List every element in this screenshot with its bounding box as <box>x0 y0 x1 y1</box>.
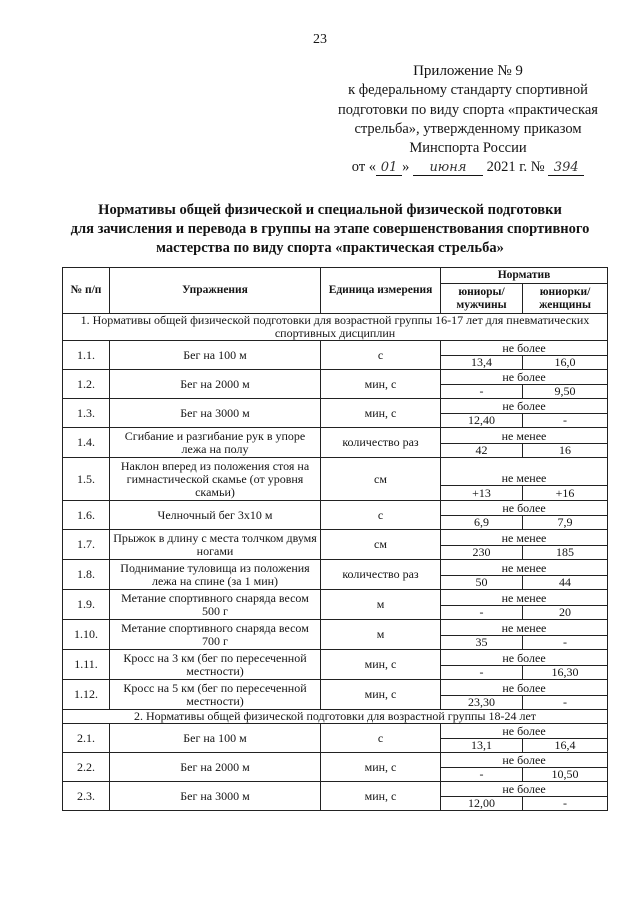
row-exercise: Поднимание туловища из положения лежа на спине (за 1 мин) <box>110 560 321 590</box>
table-row <box>63 428 608 444</box>
row-unit: количество раз <box>321 560 441 590</box>
table-row <box>63 620 608 636</box>
row-exercise: Метание спортивного снаряда весом 700 г <box>110 620 321 650</box>
header-norm: Норматив <box>441 268 608 284</box>
header-male: юниоры/ мужчины <box>441 284 523 314</box>
appendix-block <box>318 62 618 178</box>
row-number: 1.11. <box>63 650 110 680</box>
table-row <box>63 753 608 768</box>
row-exercise: Метание спортивного снаряда весом 500 г <box>110 590 321 620</box>
row-exercise: Наклон вперед из положения стоя на гимнастической скамье (от уровня скамьи) <box>110 458 321 501</box>
row-unit: с <box>321 501 441 530</box>
page-number: 23 <box>313 32 327 47</box>
value-male: 13,1 <box>441 739 523 753</box>
table-row <box>63 560 608 576</box>
table-row <box>63 680 608 696</box>
row-number: 1.3. <box>63 399 110 428</box>
section-row <box>63 314 608 341</box>
row-number: 1.7. <box>63 530 110 560</box>
value-male: 6,9 <box>441 516 523 530</box>
section-title: 1. Нормативы общей физической подготовки для возрастной группы 16-17 лет для пневматических спортивных дисциплин <box>63 314 608 341</box>
table-row <box>63 530 608 546</box>
row-qualifier: не более <box>441 650 608 666</box>
row-qualifier: не более <box>441 341 608 356</box>
appendix-line: стрельба», утвержденному приказом <box>354 120 582 137</box>
value-male: 13,4 <box>441 356 523 370</box>
row-number: 1.2. <box>63 370 110 399</box>
row-exercise: Кросс на 3 км (бег по пересеченной местности) <box>110 650 321 680</box>
appendix-title: Приложение № 9 <box>413 63 523 79</box>
row-qualifier: не более <box>441 724 608 739</box>
row-qualifier: не менее <box>441 428 608 444</box>
value-male: - <box>441 768 523 782</box>
row-number: 1.4. <box>63 428 110 458</box>
row-qualifier: не менее <box>441 560 608 576</box>
row-unit: мин, с <box>321 680 441 710</box>
row-unit: мин, с <box>321 399 441 428</box>
row-unit: мин, с <box>321 650 441 680</box>
header-exercise: Упражнения <box>110 268 321 314</box>
value-male: +13 <box>441 486 523 501</box>
value-female: 10,50 <box>523 768 608 782</box>
row-qualifier: не более <box>441 370 608 385</box>
table-row <box>63 458 608 486</box>
value-male: - <box>441 666 523 680</box>
document-title <box>40 201 620 258</box>
row-exercise: Челночный бег 3х10 м <box>110 501 321 530</box>
header-unit: Единица измерения <box>321 268 441 314</box>
table-row <box>63 724 608 739</box>
value-female: 44 <box>523 576 608 590</box>
appendix-line: Минспорта России <box>409 140 527 157</box>
value-male: 12,00 <box>441 797 523 811</box>
table-header-row <box>63 268 608 284</box>
value-female: - <box>523 636 608 650</box>
value-male: 42 <box>441 444 523 458</box>
value-female: 16,30 <box>523 666 608 680</box>
row-unit: мин, с <box>321 782 441 811</box>
row-unit: см <box>321 458 441 501</box>
table-row <box>63 650 608 666</box>
order-number: 394 <box>548 161 584 176</box>
row-qualifier: не менее <box>441 530 608 546</box>
section-title: 2. Нормативы общей физической подготовки для возрастной группы 18-24 лет <box>63 710 608 724</box>
row-number: 1.5. <box>63 458 110 501</box>
row-unit: м <box>321 590 441 620</box>
table-row <box>63 341 608 356</box>
row-number: 1.6. <box>63 501 110 530</box>
row-number: 2.1. <box>63 724 110 753</box>
value-male: 12,40 <box>441 414 523 428</box>
date-prefix: от « <box>351 159 377 176</box>
value-male: 230 <box>441 546 523 560</box>
header-num: № п/п <box>63 268 110 314</box>
value-female: 20 <box>523 606 608 620</box>
value-female: 185 <box>523 546 608 560</box>
row-qualifier: не более <box>441 680 608 696</box>
table-row <box>63 590 608 606</box>
value-female: +16 <box>523 486 608 501</box>
value-female: - <box>523 797 608 811</box>
row-unit: мин, с <box>321 370 441 399</box>
row-exercise: Сгибание и разгибание рук в упоре лежа на полу <box>110 428 321 458</box>
row-number: 1.1. <box>63 341 110 370</box>
row-unit: см <box>321 530 441 560</box>
value-female: 16,4 <box>523 739 608 753</box>
row-exercise: Прыжок в длину с места толчком двумя ногами <box>110 530 321 560</box>
appendix-line: подготовки по виду спорта «практическая <box>338 101 598 118</box>
row-number: 1.8. <box>63 560 110 590</box>
row-qualifier: не более <box>441 782 608 797</box>
row-exercise: Бег на 2000 м <box>110 753 321 782</box>
title-line: Нормативы общей физической и специальной физической подготовки <box>98 202 562 218</box>
row-qualifier: не более <box>441 399 608 414</box>
row-unit: с <box>321 341 441 370</box>
row-exercise: Кросс на 5 км (бег по пересеченной местности) <box>110 680 321 710</box>
row-number: 1.9. <box>63 590 110 620</box>
row-qualifier: не более <box>441 501 608 516</box>
row-qualifier: не более <box>441 753 608 768</box>
value-male: 23,30 <box>441 696 523 710</box>
table-row <box>63 370 608 385</box>
title-line: для зачисления и перевода в группы на этапе совершенствования спортивного <box>70 221 590 237</box>
row-qualifier: не менее <box>441 620 608 636</box>
row-number: 2.2. <box>63 753 110 782</box>
value-male: 50 <box>441 576 523 590</box>
norms-table <box>62 267 608 811</box>
date-year: 2021 г. № <box>486 159 545 176</box>
value-female: 16 <box>523 444 608 458</box>
value-male: 35 <box>441 636 523 650</box>
date-month: июня <box>413 161 483 176</box>
appendix-date-line <box>318 158 618 177</box>
appendix-line: к федеральному стандарту спортивной <box>348 82 588 99</box>
row-number: 1.10. <box>63 620 110 650</box>
header-female: юниорки/ женщины <box>523 284 608 314</box>
section-row <box>63 710 608 724</box>
row-unit: мин, с <box>321 753 441 782</box>
table-row <box>63 782 608 797</box>
row-qualifier: не менее <box>441 458 608 486</box>
value-male: - <box>441 606 523 620</box>
row-exercise: Бег на 3000 м <box>110 782 321 811</box>
value-male: - <box>441 385 523 399</box>
row-qualifier: не менее <box>441 590 608 606</box>
row-exercise: Бег на 2000 м <box>110 370 321 399</box>
row-exercise: Бег на 100 м <box>110 341 321 370</box>
title-line: мастерства по виду спорта «практическая стрельба» <box>156 240 504 256</box>
value-female: 16,0 <box>523 356 608 370</box>
row-unit: количество раз <box>321 428 441 458</box>
row-unit: с <box>321 724 441 753</box>
date-mid: » <box>402 159 410 176</box>
value-female: 9,50 <box>523 385 608 399</box>
value-female: - <box>523 414 608 428</box>
value-female: - <box>523 696 608 710</box>
table-row <box>63 501 608 516</box>
row-number: 1.12. <box>63 680 110 710</box>
table-row <box>63 399 608 414</box>
date-day: 01 <box>376 161 402 176</box>
value-female: 7,9 <box>523 516 608 530</box>
row-unit: м <box>321 620 441 650</box>
row-number: 2.3. <box>63 782 110 811</box>
row-exercise: Бег на 3000 м <box>110 399 321 428</box>
row-exercise: Бег на 100 м <box>110 724 321 753</box>
